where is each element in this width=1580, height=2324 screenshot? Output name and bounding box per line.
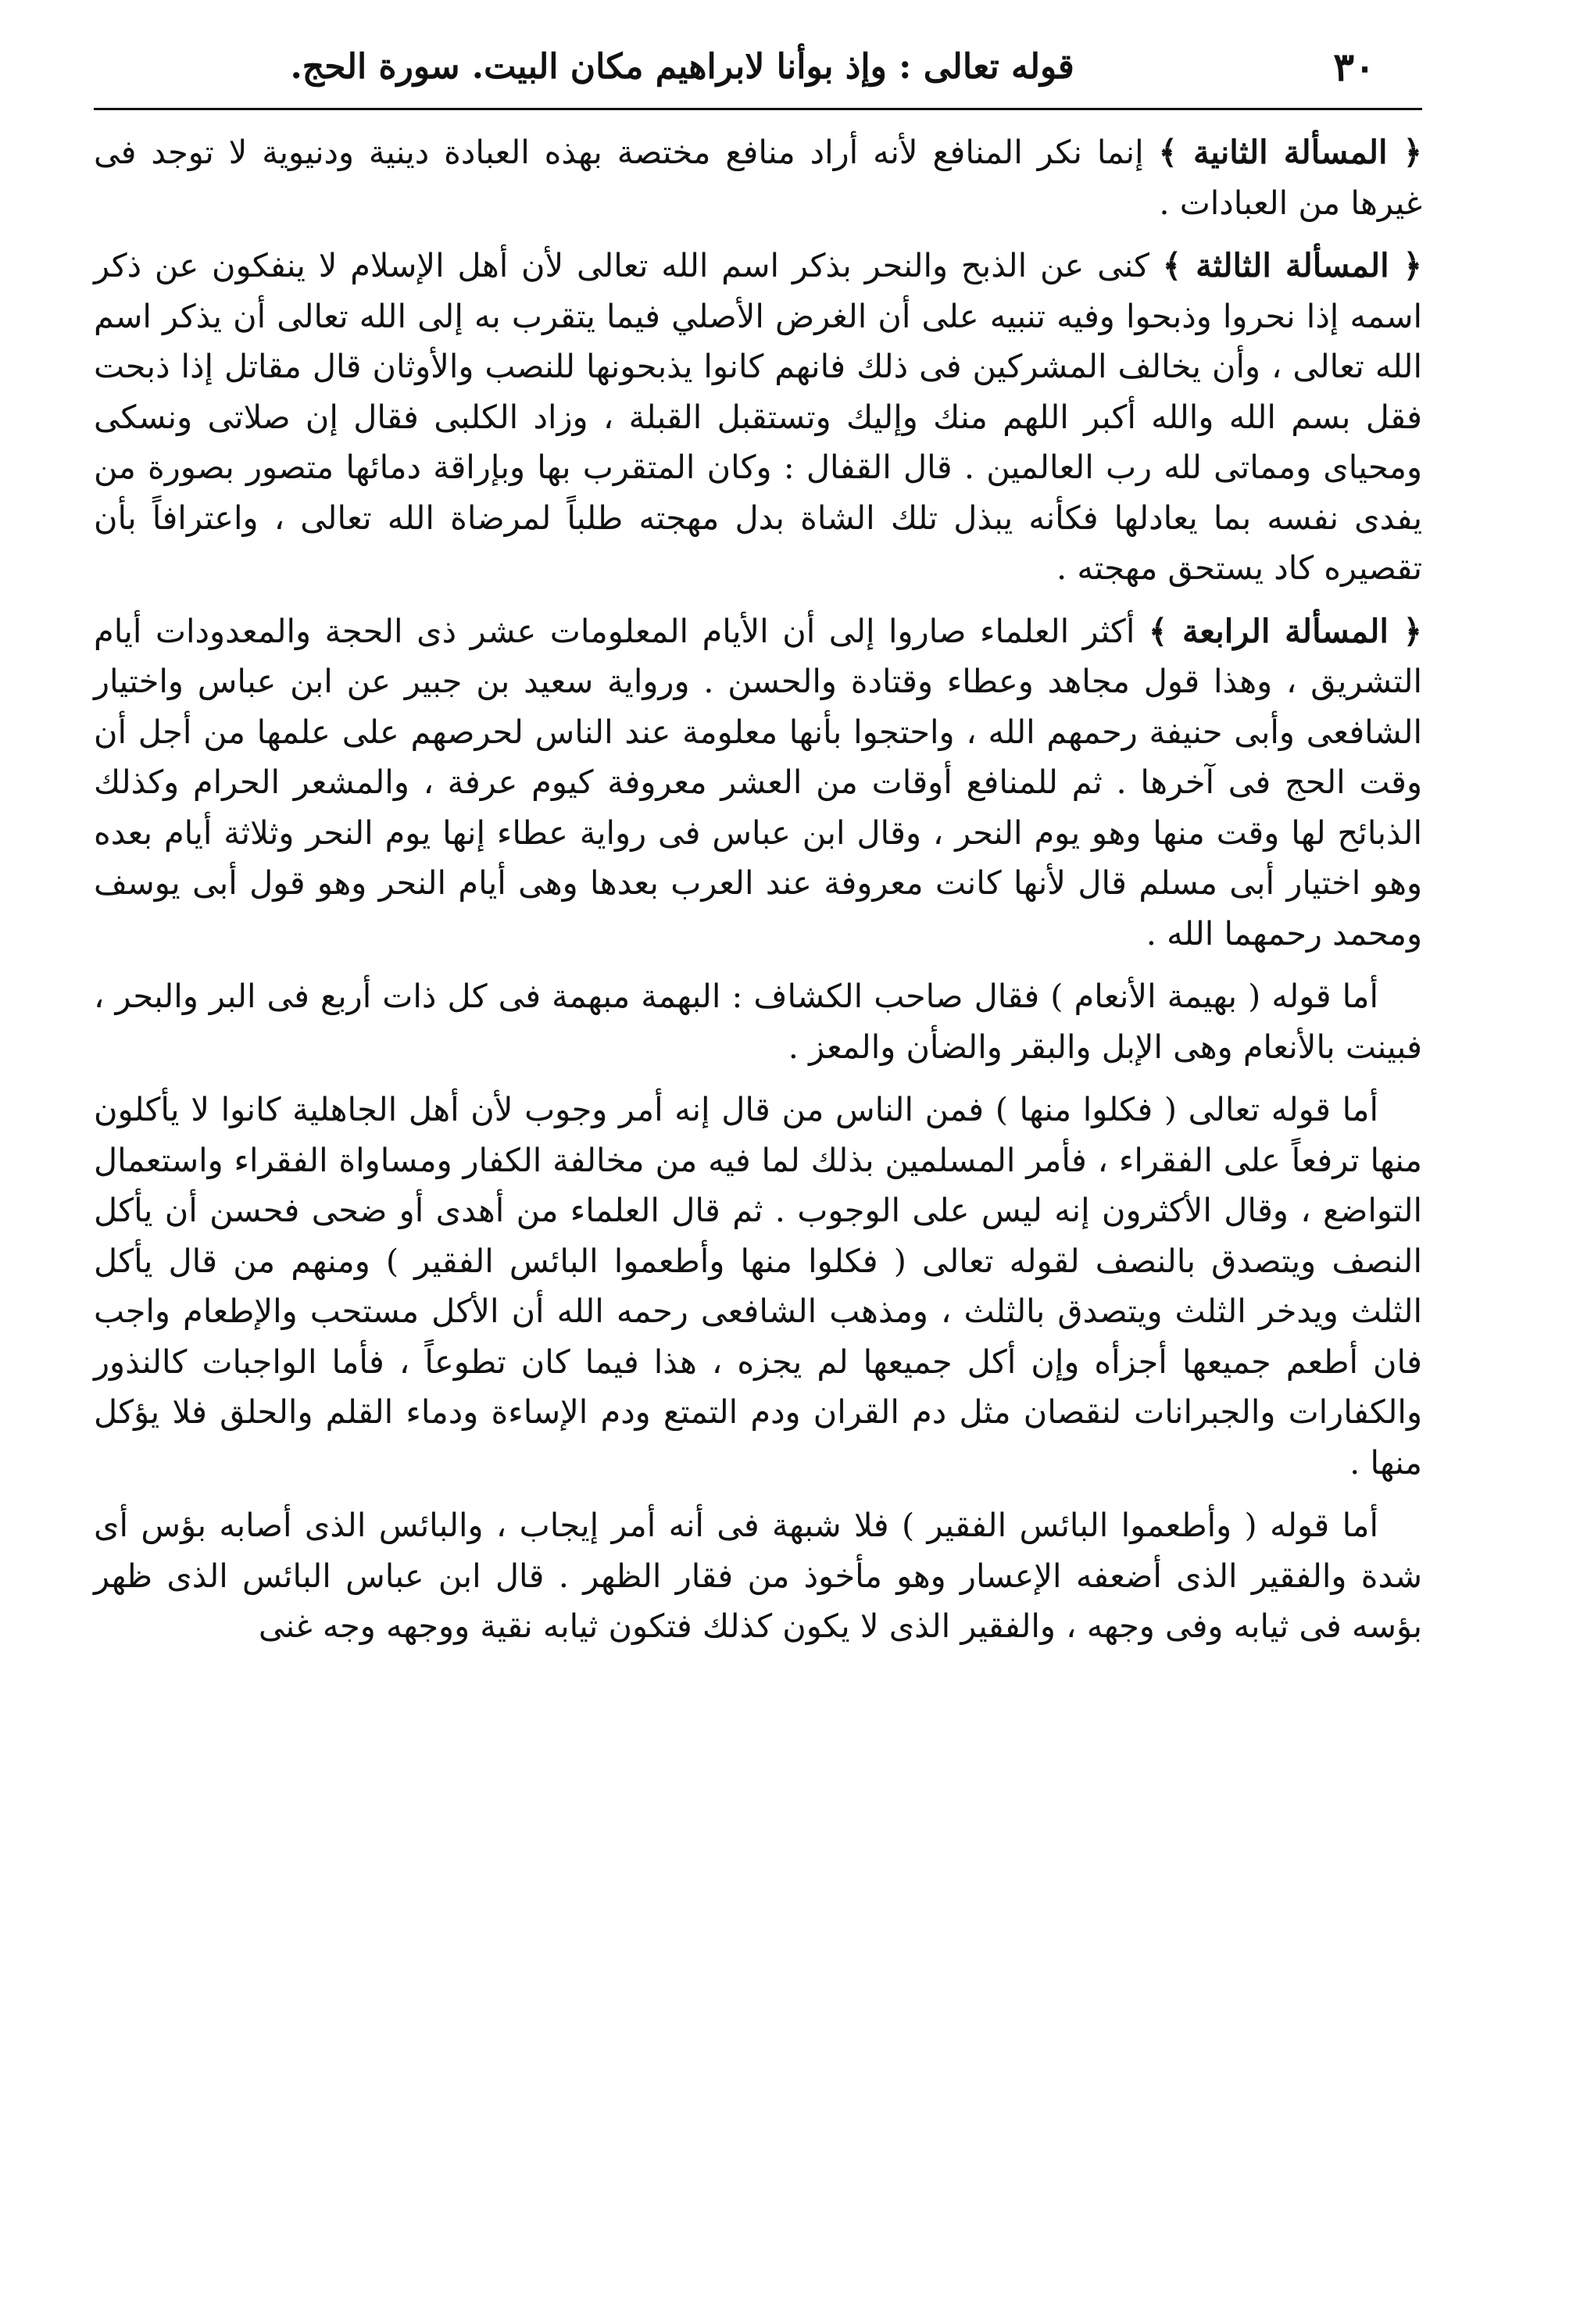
paragraph-masala-4 — [94, 606, 1422, 960]
page-body — [94, 127, 1422, 1652]
paragraph-text: أما قوله تعالى ( فكلوا منها ) فمن الناس من قال إنه أمر وجوب لأن أهل الجاهلية كانوا لا يأكلون منها ترفعاً على الفقراء ، فأمر المسلمين بذلك لما فيه من مخالفة الكفار ومساواة الفقراء واستعمال التواضع ، وقال الأكثرون إنه ليس على الوجوب . ثم قال العلماء من أهدى أو ضحى فحسن أن يأكل النصف ويتصدق بالنصف لقوله تعالى ( فكلوا منها وأطعموا البائس الفقير ) ومنهم من قال يأكل الثلث ويدخر الثلث ويتصدق بالثلث ، ومذهب الشافعى رحمه الله أن الأكل مستحب والإطعام واجب فان أطعم جميعها أجزأه وإن أكل جميعها لم يجزه ، هذا فيما كان تطوعاً ، فأما الواجبات كالنذور والكفارات والجبرانات لنقصان مثل دم القران ودم التمتع ودم الإساءة ودماء القلم والحلق فلا يؤكل منها . — [94, 1090, 1422, 1482]
paragraph-masala-2 — [94, 127, 1422, 228]
document-page — [94, 31, 1422, 2282]
paragraph-text: أما قوله ( وأطعموا البائس الفقير ) فلا شبهة فى أنه أمر إيجاب ، والبائس الذى أصابه بؤس أى شدة والفقير الذى أضعفه الإعسار وهو مأخوذ من فقار الظهر . قال ابن عباس البائس الذى ظهر بؤسه فى ثيابه وفى وجهه ، والفقير الذى لا يكون كذلك فتكون ثيابه نقية ووجهه وجه غنى — [94, 1506, 1422, 1645]
running-title: قوله تعالى : وإذ بوأنا لابراهيم مكان البيت. سورة الحج. — [290, 46, 1074, 87]
paragraph-fakulu-minha — [94, 1085, 1422, 1488]
page-number: ٣٠ — [1333, 43, 1375, 90]
header-rule — [94, 108, 1422, 110]
paragraph-text: كنى عن الذبح والنحر بذكر اسم الله تعالى لأن أهل الإسلام لا ينفكون عن ذكر اسمه إذا نحروا وذبحوا وفيه تنبيه على أن الغرض الأصلي فيما يتقرب به إلى الله تعالى أن يذكر اسم الله تعالى ، وأن يخالف المشركين فى ذلك فانهم كانوا يذبحونها للنصب والأوثان قال مقاتل إذا ذبحت فقل بسم الله والله أكبر اللهم منك وإليك وتستقبل القبلة ، وزاد الكلبى فقال إن صلاتى ونسكى ومحياى ومماتى لله رب العالمين . قال القفال : وكان المتقرب بها وبإراقة دمائها متصور بصورة من يفدى نفسه بما يعادلها فكأنه يبذل تلك الشاة بدل مهجته طلباً لمرضاة الله تعالى ، واعترافاً بأن تقصيره كاد يستحق مهجته . — [94, 246, 1422, 587]
masala-title: ﴿ المسألة الثالثة ﴾ — [1162, 246, 1422, 284]
masala-title: ﴿ المسألة الرابعة ﴾ — [1148, 611, 1422, 650]
page-header — [94, 31, 1422, 102]
paragraph-text: إنما نكر المنافع لأنه أراد منافع مختصة بهذه العبادة دينية ودنيوية لا توجد فى غيرها من العبادات . — [94, 133, 1422, 222]
paragraph-text: أما قوله ( بهيمة الأنعام ) فقال صاحب الكشاف : البهمة مبهمة فى كل ذات أربع فى البر والبحر ، فبينت بالأنعام وهى الإبل والبقر والضأن والمعز . — [94, 977, 1422, 1066]
masala-title: ﴿ المسألة الثانية ﴾ — [1158, 133, 1422, 171]
paragraph-text: أكثر العلماء صاروا إلى أن الأيام المعلومات عشر ذى الحجة والمعدودات أيام التشريق ، وهذا قول مجاهد وعطاء وقتادة والحسن . ورواية سعيد بن جبير عن ابن عباس واختيار الشافعى وأبى حنيفة رحمهم الله ، واحتجوا بأنها معلومة عند الناس لحرصهم على علمها من أجل أن وقت الحج فى آخرها . ثم للمنافع أوقات من العشر معروفة كيوم عرفة ، والمشعر الحرام وكذلك الذبائح لها وقت منها وهو يوم النحر ، وقال ابن عباس فى رواية عطاء إنها يوم النحر وثلاثة أيام بعده وهو اختيار أبى مسلم قال لأنها كانت معروفة عند العرب بعدها وهى أيام النحر وهو قول أبى يوسف ومحمد رحمهما الله . — [94, 611, 1422, 953]
paragraph-bahimat-alanam — [94, 971, 1422, 1072]
paragraph-wa-atimu — [94, 1500, 1422, 1652]
paragraph-masala-3 — [94, 241, 1422, 594]
